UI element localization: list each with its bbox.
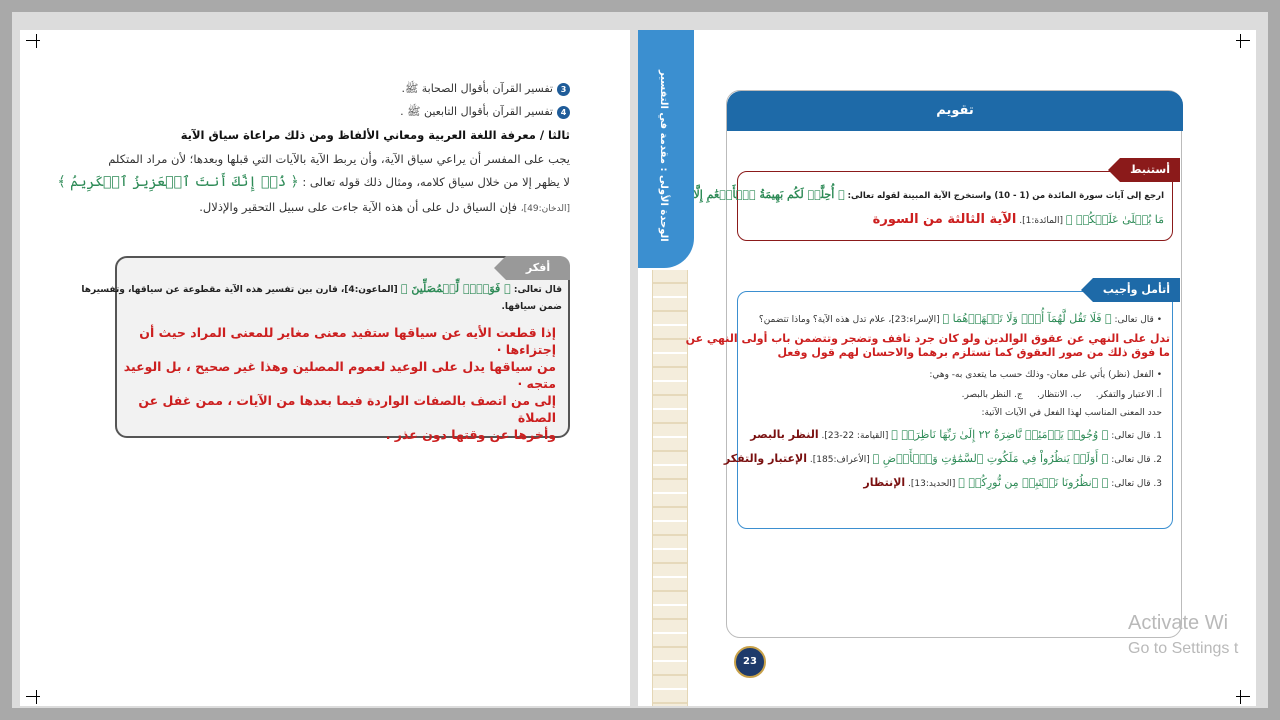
quran-verse: ﴿ فَلَا تَقُل لَّهُمَآ أُفّٖ وَلَا تَنۡهَرۡهُمَا ﴾ xyxy=(942,312,1112,325)
item-number: 1. xyxy=(1153,431,1162,441)
answer-line: إلى من اتصف بالصفات الواردة فيما بعدها من الآيات ، ممن غفل عن الصلاة xyxy=(138,393,556,425)
option-a: أ. الاعتبار والتفكر. xyxy=(1095,390,1162,400)
list-item-3 xyxy=(401,82,570,98)
deduce-box xyxy=(693,163,1173,241)
think-box xyxy=(81,256,570,442)
section-heading: ثالثا / معرفة اللغة العربية ومعاني الألفاظ ومن ذلك مراعاة سياق الآية xyxy=(180,128,570,142)
crop-mark xyxy=(26,40,40,41)
crop-mark xyxy=(1240,34,1241,48)
deduce-answer: الآية الثالثة من السورة xyxy=(872,212,1017,227)
think-tab: أفكر xyxy=(506,256,570,280)
paragraph-line xyxy=(199,200,570,214)
crop-mark xyxy=(36,34,37,48)
reflect-answer xyxy=(686,332,1170,360)
item-prefix: قال تعالى: xyxy=(1111,431,1151,441)
card-title: تقويم xyxy=(727,91,1183,131)
page-spine xyxy=(638,30,698,706)
item-answer: النظر بالبصر xyxy=(750,428,819,441)
crop-mark xyxy=(1240,690,1241,704)
verse-reference: [الدخان:49]، xyxy=(520,204,570,214)
verse-reference: [الأعراف:185]. xyxy=(809,455,870,465)
verse-reference: [القيامة: 22-23]. xyxy=(821,431,889,441)
item-number-badge: 3 xyxy=(557,83,570,96)
answer-line: تدل على النهي عن عقوق الوالدين ولو كان جرد تافف وتضجر وتتضمن باب أولى النهي عن xyxy=(685,332,1170,345)
activation-watermark-title: Activate Wi xyxy=(1128,612,1229,634)
item-prefix: قال تعالى: xyxy=(1111,455,1151,465)
verb-options xyxy=(962,390,1162,400)
page-number: 23 xyxy=(734,646,766,678)
deduce-question xyxy=(693,188,1164,201)
reflect-question: • قال تعالى: ﴿ فَلَا تَقُل لَّهُمَآ أُفّٖ وَلَا تَنۡهَرۡهُمَا ﴾ [الإسراء:23]، علام تدل هذه الآية؟ وماذا تتضمن؟ xyxy=(758,312,1162,325)
answer-line: إذا قطعت الأيه عن سياقها ستفيد معنى مغاير للمعنى المراد حيث أن إجتزاءها · xyxy=(139,325,556,357)
answer-line: من سياقها يدل على الوعيد لعموم المصلين وهذا غير صحيح ، بل الوعيد متجه · xyxy=(123,359,556,391)
activation-watermark-subtitle: Go to Settings t xyxy=(1128,640,1239,657)
verse-item-3 xyxy=(863,476,1162,489)
question-prefix: قال تعالى: xyxy=(513,285,562,295)
quran-verse: ﴿ وُجُوهٞ يَوۡمَئِذٖ نَّاضِرَةٌ ٢٢ إِلَىٰ رَبِّهَا نَاظِرَةٞ ﴾ xyxy=(891,428,1109,441)
item-number-badge: 4 xyxy=(557,106,570,119)
item-answer: الإنتظار xyxy=(863,476,906,489)
left-page xyxy=(20,30,630,706)
evaluation-card xyxy=(685,90,1182,638)
paragraph-line xyxy=(58,174,570,190)
item-number: 2. xyxy=(1153,455,1162,465)
verse-reference: [المائدة:1]. xyxy=(1019,216,1064,226)
unit-title: الوحدة الأولى : مقدمة في التفسير xyxy=(658,70,669,242)
paragraph-text: فإن السياق دل على أن هذه الآية جاءت على سبيل التحقير والإذلال. xyxy=(199,200,518,214)
right-page xyxy=(638,30,1256,706)
quran-verse: ﴿ ٱنظُرُونَا نَقۡتَبِسۡ مِن نُّورِكُمۡ ﴾ xyxy=(958,476,1109,489)
paragraph-line: يجب على المفسر أن يراعي سياق الآية، وأن يربط الآية بالآيات التي قبلها وبعدها؛ لأن مراد المتكلم xyxy=(108,152,570,166)
quran-verse: ﴿ فَوَيۡلٞ لِّلۡمُصَلِّينَ ﴾ xyxy=(400,282,511,295)
verb-intro: • الفعل (نظر) يأتي على معان- وذلك حسب ما يتعدى به- وهي: xyxy=(929,370,1162,380)
deduce-tag: أستنبط xyxy=(1120,158,1180,182)
list-item-4 xyxy=(400,105,570,121)
question-text: ارجع إلى آيات سورة المائدة من (1 - 10) واستخرج الآية المبينة لقوله تعالى: xyxy=(847,191,1164,201)
quran-verse: ﴿ أُحِلَّتۡ لَكُم بَهِيمَةُ ٱلۡأَنۡعَٰمِ إِلَّا xyxy=(693,188,845,201)
deduce-line2 xyxy=(873,212,1164,227)
quran-verse: ﴿ ذُقۡ إِنَّكَ أَنتَ ٱلۡعَزِيزُ ٱلۡكَرِيمُ ﴾ xyxy=(57,174,299,190)
list-item-text: تفسير القرآن بأقوال الصحابة ﷺ. xyxy=(401,82,553,95)
crop-mark xyxy=(1236,696,1250,697)
reflect-box xyxy=(685,283,1173,529)
question-prefix: قال تعالى: xyxy=(1114,315,1154,325)
crop-mark xyxy=(1236,40,1250,41)
list-item-text: تفسير القرآن بأقوال التابعين ﷺ . xyxy=(400,105,553,118)
think-answer xyxy=(120,324,556,443)
quran-verse: ﴿ أَوَلَمۡ يَنظُرُواْ فِي مَلَكُوتِ ٱلسَّمَٰوَٰتِ وَٱلۡأَرۡضِ ﴾ xyxy=(872,452,1109,465)
think-question xyxy=(81,282,562,295)
crop-mark xyxy=(26,696,40,697)
intro-text: الفعل (نظر) يأتي على معان- وذلك حسب ما يتعدى به- وهي: xyxy=(929,370,1154,380)
question-text: [الإسراء:23]، علام تدل هذه الآية؟ وماذا تتضمن؟ xyxy=(758,315,940,325)
reflect-tag: أتأمل وأجيب xyxy=(1093,278,1180,302)
option-b: ب. الانتظار. xyxy=(1037,390,1082,400)
viewer-frame xyxy=(12,12,1268,708)
answer-line: وأخرها عن وقتها دون عذر . xyxy=(385,427,556,442)
question-text: [الماعون:4]، قارن بين تفسير هذه الآية مقطوعة عن سياقها، وتفسيرها xyxy=(81,285,398,295)
unit-banner xyxy=(638,30,694,268)
item-number: 3. xyxy=(1153,479,1162,489)
think-question-line2: ضمن سياقها. xyxy=(501,302,562,312)
item-prefix: قال تعالى: xyxy=(1111,479,1151,489)
verse-reference: [الحديد:13]. xyxy=(908,479,956,489)
option-c: ج. النظر بالبصر. xyxy=(961,390,1023,400)
paragraph-text: لا يظهر إلا من خلال سياق كلامه، ومثال ذلك قوله تعالى : xyxy=(302,175,570,189)
verse-item-1 xyxy=(750,428,1162,441)
decorative-pattern xyxy=(652,270,688,706)
item-answer: الإعتبار والتفكر xyxy=(723,452,808,465)
verse-item-2 xyxy=(724,452,1162,465)
answer-line: ما فوق ذلك من صور العقوق كما تستلزم برهما والاحسان لهم قول وفعل xyxy=(777,346,1170,359)
quran-verse: مَا يُتۡلَىٰ عَلَيۡكُمۡ ﴾ xyxy=(1065,213,1164,226)
verb-instruction: حدد المعنى المناسب لهذا الفعل في الآيات الآتية: xyxy=(981,408,1162,418)
crop-mark xyxy=(36,690,37,704)
